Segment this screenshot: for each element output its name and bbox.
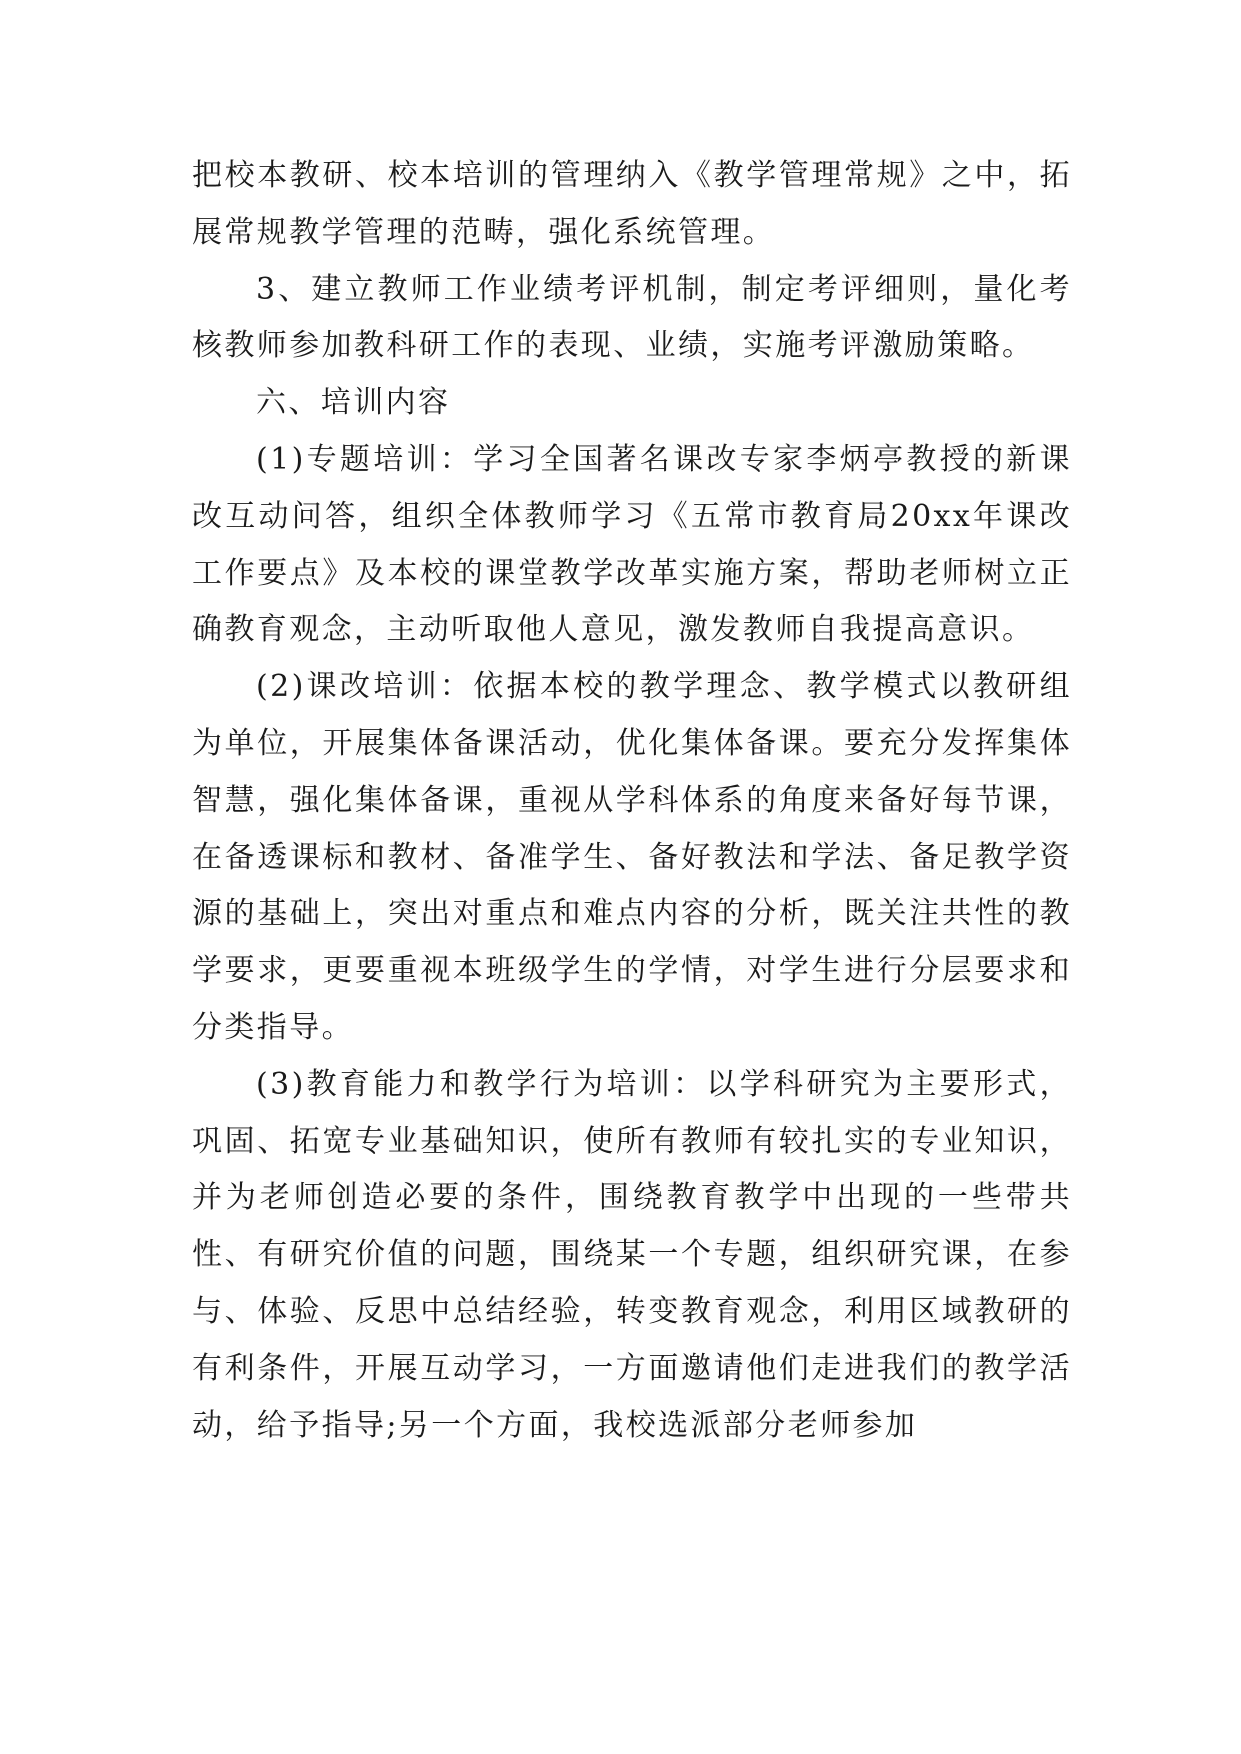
paragraph-management-scope: 把校本教研、校本培训的管理纳入《教学管理常规》之中，拓展常规教学管理的范畴，强化系统管理。 <box>192 158 1072 250</box>
document-body <box>192 148 1072 1454</box>
paragraph-curriculum-reform-training: (2)课改培训：依据本校的教学理念、教学模式以教研组为单位，开展集体备课活动，优化集体备课。要充分发挥集体智慧，强化集体备课，重视从学科体系的角度来备好每节课，在备透课标和教材、备准学生、备好教法和学法、备足教学资源的基础上，突出对重点和难点内容的分析，既关注共性的教学要求，更要重视本班级学生的学情，对学生进行分层要求和分类指导。 <box>192 669 1072 1045</box>
paragraph-topic-training: (1)专题培训：学习全国著名课改专家李炳亭教授的新课改互动问答，组织全体教师学习《五常市教育局20xx年课改工作要点》及本校的课堂教学改革实施方案，帮助老师树立正确教育观念，主动听取他人意见，激发教师自我提高意识。 <box>192 441 1072 648</box>
paragraph-evaluation-mechanism: 3、建立教师工作业绩考评机制，制定考评细则，量化考核教师参加教科研工作的表现、业绩，实施考评激励策略。 <box>192 271 1072 364</box>
paragraph-teaching-ability-training: (3)教育能力和教学行为培训：以学科研究为主要形式，巩固、拓宽专业基础知识，使所有教师有较扎实的专业知识，并为老师创造必要的条件，围绕教育教学中出现的一些带共性、有研究价值的问题，围绕某一个专题，组织研究课，在参与、体验、反思中总结经验，转变教育观念，利用区域教研的有利条件，开展互动学习，一方面邀请他们走进我们的教学活动，给予指导;另一个方面，我校选派部分老师参加 <box>192 1066 1072 1443</box>
section-heading-training-content: 六、培训内容 <box>256 385 451 421</box>
